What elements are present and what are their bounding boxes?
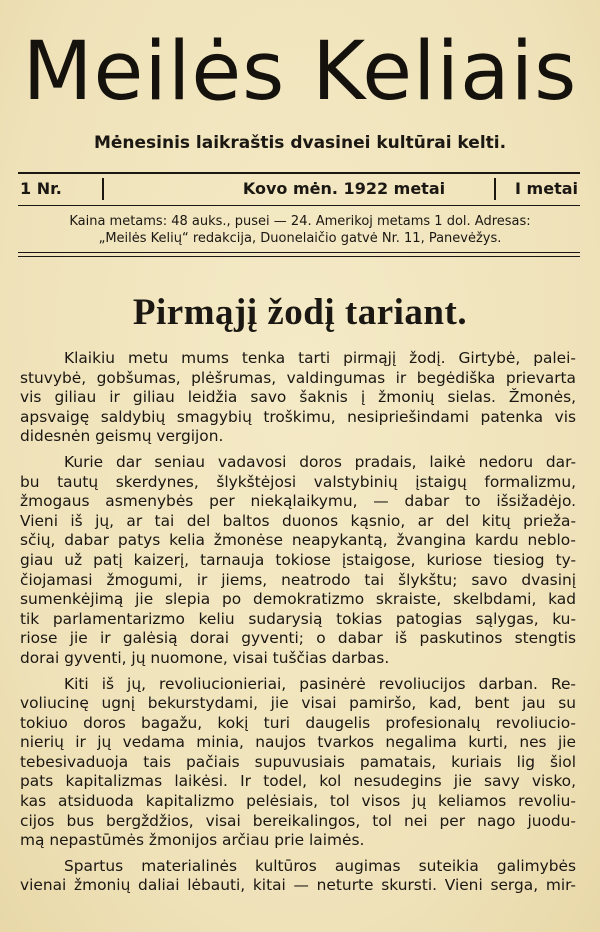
paragraph-line: apsvaigę saldybių smagybių troškimu, nesipriešindami patenka vis	[20, 407, 576, 426]
paragraph-line: Spartus materialinės kultūros augimas suteikia galimybės	[64, 856, 576, 875]
masthead-subtitle: Mėnesinis laikraštis dvasinei kultūrai kelti.	[93, 133, 507, 153]
paragraph-line: giau už patį kaizerį, tarnauja tokiose įstaigose, kuriose tiesiog ty-	[20, 550, 576, 569]
top-rule	[18, 172, 580, 174]
issue-row-rule	[18, 205, 580, 206]
paragraph-line: vis giliau ir giliau leidžia savo šaknis į žmonių sielas. Žmonės,	[20, 388, 576, 407]
article-headline: Pirmąjį žodį tariant.	[132, 292, 468, 333]
article-paragraph	[20, 857, 576, 896]
paragraph-line: nierių ir jų vedama minia, naujos tvarkos negalima kurti, nes jie	[20, 733, 576, 752]
paragraph-line: žmogaus asmenybės per niekąlaikymu, — dabar to išsižadėjo.	[20, 492, 576, 511]
issue-number: 1 Nr.	[20, 179, 62, 198]
article-paragraph	[20, 453, 576, 669]
paragraph-line: dorai gyventi, jų nuomone, visai tuščias darbas.	[20, 648, 390, 667]
paragraph-line: tokiuo doros bagažu, kokį turi daugelis profesionalų revoliucio-	[20, 713, 576, 732]
paragraph-line: vienai žmonių daliai lėbauti, kitai — neturte skursti. Vieni serga, mir-	[20, 876, 576, 895]
paragraph-line: kas atsiduoda kapitalizmo pelėsiais, tol visos jų keliamos revoliu-	[20, 792, 576, 811]
column-divider	[102, 178, 104, 200]
pricing-line: Kaina metams: 48 auks., pusei — 24. Amerikoj metams 1 dol. Adresas:	[69, 214, 531, 229]
double-rule-bottom	[18, 256, 580, 257]
article-body	[20, 349, 576, 902]
masthead-title: Meilės Keliais	[22, 25, 578, 119]
paragraph-line: tik parlamentarizmo keliu sudarysią tokias patogias sąlygas, ku-	[20, 609, 576, 628]
paragraph-line: bu tautų skerdynes, šlykštėjosi valstybinių įstaigų formalizmu,	[20, 472, 576, 491]
paragraph-line: sumenkėjimą jie slepia po demokratizmo skraiste, skelbdami, kad	[20, 590, 576, 609]
pricing-line: „Meilės Kelių“ redakcija, Duonelaičio gatvė Nr. 11, Panevėžys.	[98, 231, 502, 246]
double-rule-top	[18, 252, 580, 253]
paragraph-line: Klaikiu metu mums tenka tarti pirmąjį žodį. Girtybė, palei-	[64, 349, 576, 367]
paragraph-line: Kiti iš jų, revoliucionieriai, pasinėrė revoliucijos darban. Re-	[64, 674, 576, 693]
issue-info-row	[18, 176, 580, 202]
issue-date: Kovo mėn. 1922 metai	[242, 179, 446, 198]
paragraph-line: voliucinę ugnį bekurstydami, jie visai pamiršo, kad, bent jau su	[20, 694, 576, 713]
article-paragraph	[20, 675, 576, 851]
paragraph-line: mą nepastūmės žmonijos arčiau prie laimės.	[20, 831, 365, 850]
article-paragraph	[20, 349, 576, 447]
paragraph-line: didesnėn geismų vergijon.	[20, 427, 224, 446]
paragraph-line: Kurie dar seniau vadavosi doros pradais, laikė nedoru dar-	[64, 452, 576, 471]
paragraph-line: sčių, dabar patys kelia žmonėse neapykantą, žvangina kardu neblo-	[20, 531, 576, 550]
paragraph-line: pats kapitalizmas laikėsi. Ir todel, kol nesudegins jie savy visko,	[20, 772, 576, 791]
issue-volume: I metai	[515, 179, 578, 198]
pricing-info	[0, 213, 600, 247]
paragraph-line: riose jie ir galėsią dorai gyventi; o dabar iš paskutinos stengtis	[20, 629, 576, 648]
paragraph-line: Vieni iš jų, ar tai del baltos duonos kąsnio, ar del kitų prieža-	[20, 511, 576, 530]
paragraph-line: tebesivaduoja tais pačiais supuvusiais pamatais, kuriais lig šiol	[20, 752, 576, 771]
column-divider	[494, 178, 496, 200]
paragraph-line: čiojamasi žmogumi, ir jiems, neatrodo tai šlykštu; savo dvasinį	[20, 570, 576, 589]
paragraph-line: cijos bus bergždžios, visai bereikalingos, tol nei per nago juodu-	[20, 811, 576, 830]
paragraph-line: stuvybė, gobšumas, plėšrumas, valdingumas ir begėdiška prievarta	[20, 368, 576, 387]
